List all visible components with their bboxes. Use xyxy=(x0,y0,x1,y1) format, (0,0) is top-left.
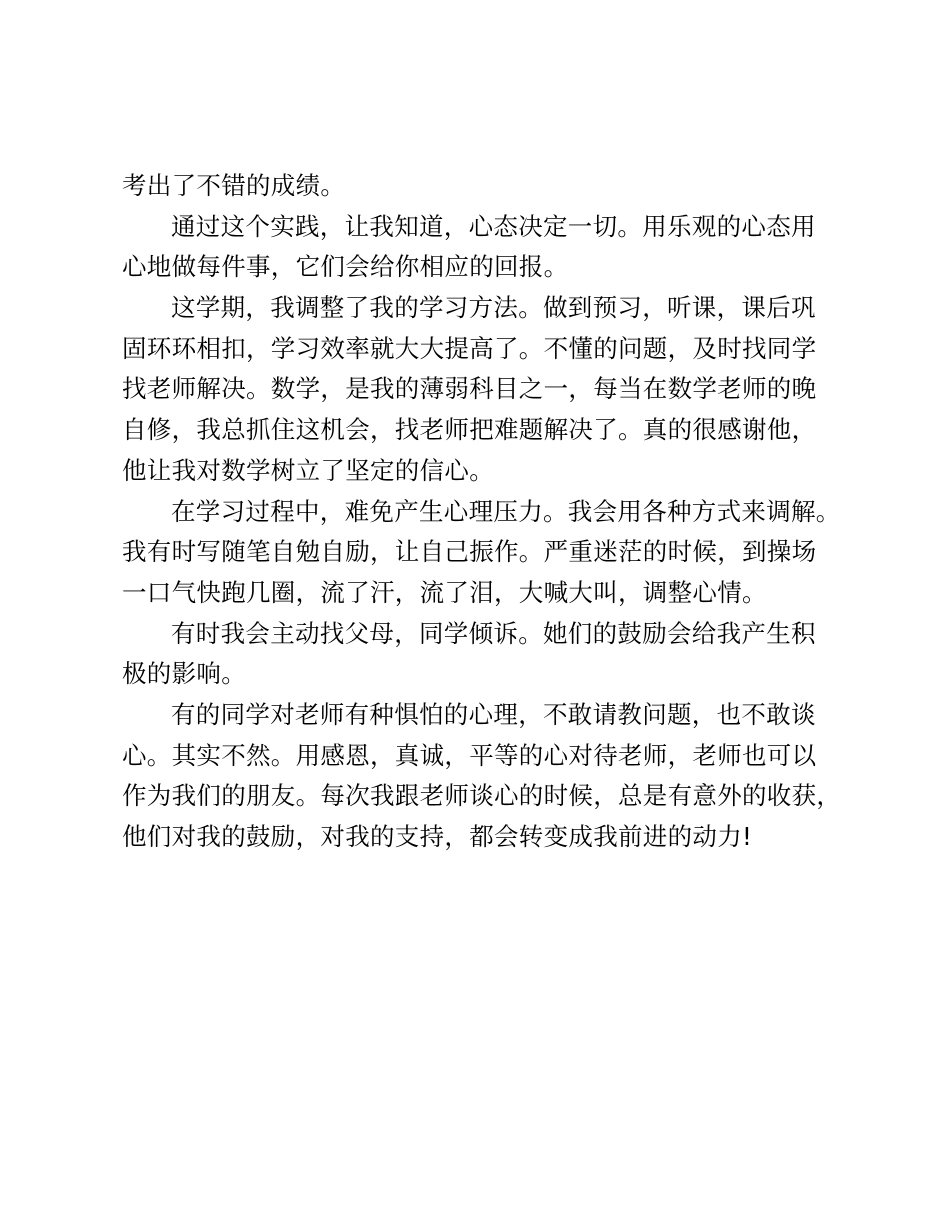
text-line: 心。其实不然。用感恩，真诚，平等的心对待老师，老师也可以 xyxy=(122,740,817,770)
paragraph-4 xyxy=(122,492,842,614)
text-line: 心地做每件事，它们会给你相应的回报。 xyxy=(122,252,569,282)
document-body xyxy=(122,166,842,858)
text-line: 考出了不错的成绩。 xyxy=(122,171,346,200)
text-line: 在学习过程中，难免产生心理压力。我会用各种方式来调解。 xyxy=(171,496,841,526)
text-line: 固环环相扣，学习效率就大大提高了。不懂的问题，及时找同学 xyxy=(122,333,817,363)
text-line: 极的影响。 xyxy=(122,659,246,689)
paragraph-3 xyxy=(122,288,842,491)
text-line: 一口气快跑几圈，流了汗，流了泪，大喊大叫，调整心情。 xyxy=(122,577,767,607)
text-line: 找老师解决。数学，是我的薄弱科目之一，每当在数学老师的晚 xyxy=(122,374,817,404)
paragraph-2 xyxy=(122,207,842,288)
text-line: 作为我们的朋友。每次我跟老师谈心的时候，总是有意外的收获， xyxy=(122,781,842,811)
paragraph-5 xyxy=(122,614,842,695)
text-line: 他让我对数学树立了坚定的信心。 xyxy=(122,455,494,485)
text-line: 自修，我总抓住这机会，找老师把难题解决了。真的很感谢他， xyxy=(122,415,817,445)
paragraph-6 xyxy=(122,695,842,858)
text-line: 这学期，我调整了我的学习方法。做到预习，听课，课后巩 xyxy=(171,293,816,323)
text-line: 有时我会主动找父母，同学倾诉。她们的鼓励会给我产生积 xyxy=(171,618,816,648)
paragraph-1 xyxy=(122,166,842,207)
text-line: 通过这个实践，让我知道，心态决定一切。用乐观的心态用 xyxy=(171,211,816,241)
text-line: 有的同学对老师有种惧怕的心理，不敢请教问题，也不敢谈 xyxy=(171,699,816,729)
text-line: 他们对我的鼓励，对我的支持，都会转变成我前进的动力! xyxy=(122,822,753,851)
text-line: 我有时写随笔自勉自励，让自己振作。严重迷茫的时候，到操场 xyxy=(122,537,817,567)
